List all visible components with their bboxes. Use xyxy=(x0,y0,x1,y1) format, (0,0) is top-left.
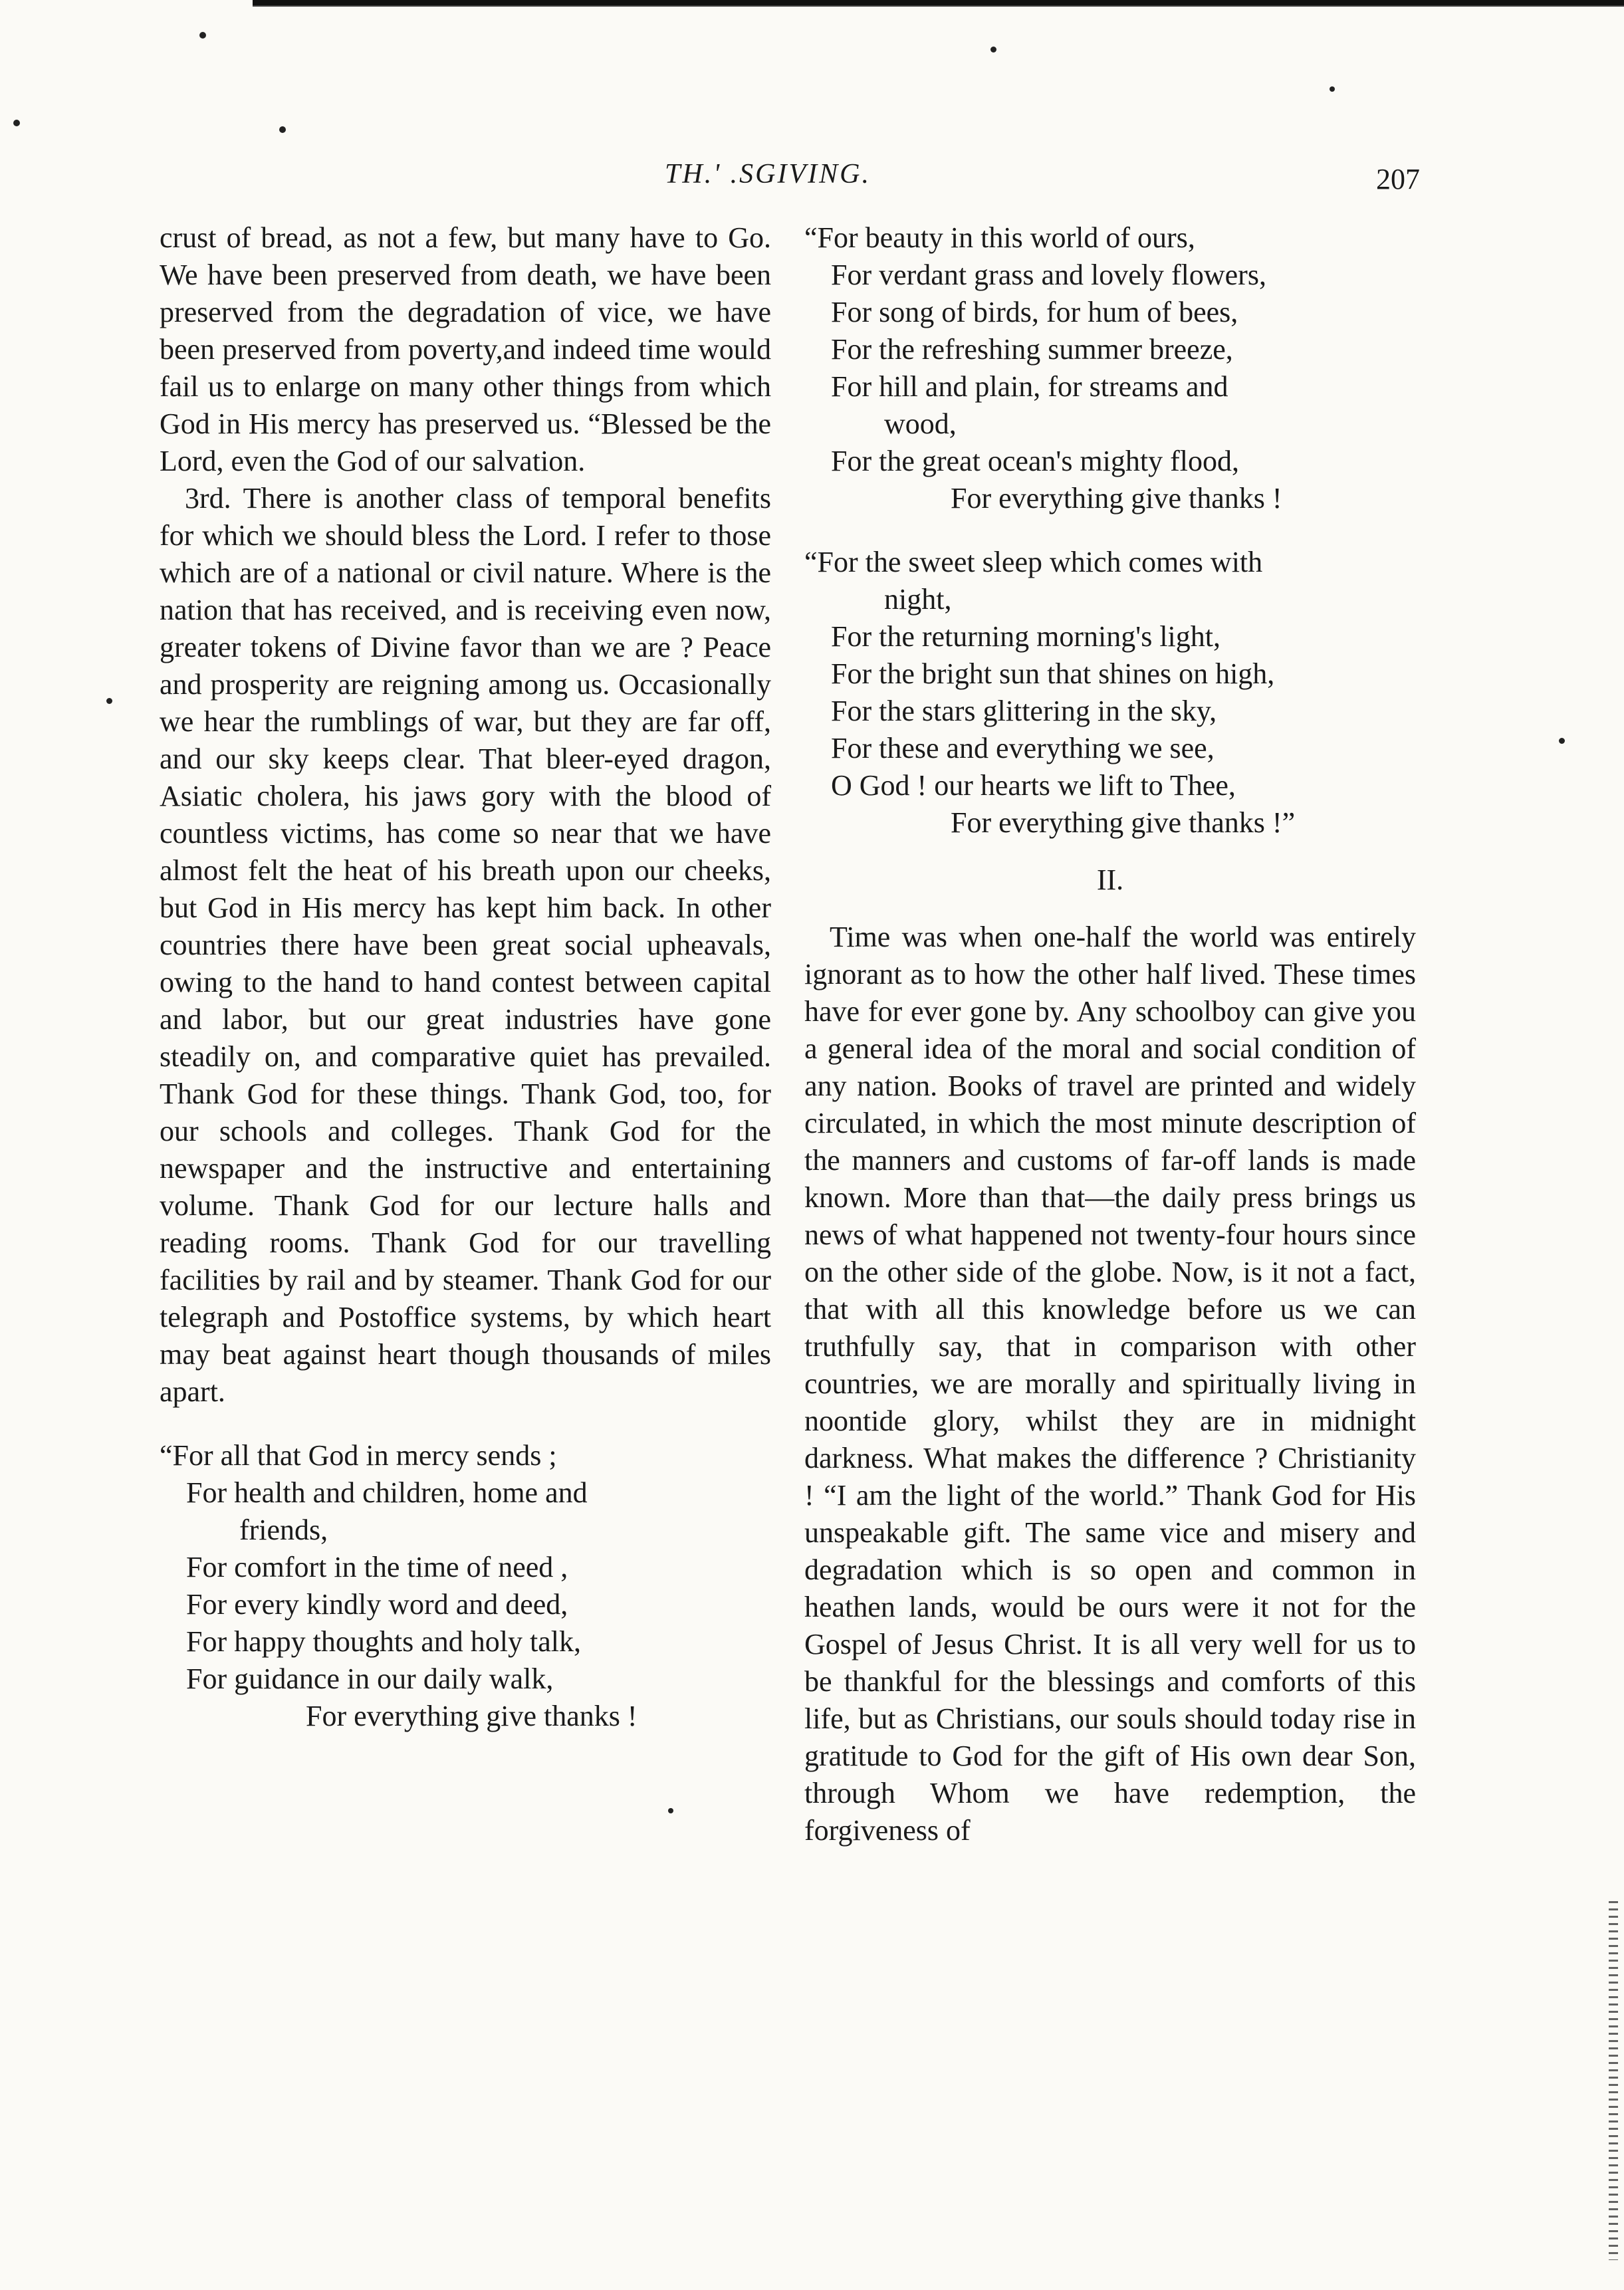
poem-refrain: For everything give thanks ! xyxy=(951,482,1282,515)
poem-line: For every kindly word and deed, xyxy=(186,1588,568,1621)
poem-line: For health and children, home and xyxy=(186,1476,588,1509)
scan-speck xyxy=(279,126,286,133)
scan-binding-edge xyxy=(1609,1901,1618,2260)
poem-stanza xyxy=(160,1437,771,1735)
poem-line: For comfort in the time of need , xyxy=(186,1551,568,1583)
poem-line: “For the sweet sleep which comes with xyxy=(804,546,1263,578)
poem-line: For verdant grass and lovely flowers, xyxy=(831,259,1266,291)
poem-line: For these and everything we see, xyxy=(831,732,1215,764)
poem-line: O God ! our hearts we lift to Thee, xyxy=(831,769,1236,802)
poem-line: wood, xyxy=(884,407,957,440)
poem-line: For the great ocean's mighty flood, xyxy=(831,445,1240,477)
poem-line: For guidance in our daily walk, xyxy=(186,1662,554,1695)
page-number: 207 xyxy=(1376,163,1420,195)
scan-speck xyxy=(668,1808,673,1813)
running-title: TH.' .SGIVING. xyxy=(665,159,871,189)
section-number: II. xyxy=(1096,863,1124,896)
poem-line: night, xyxy=(884,583,952,616)
poem-line: “For all that God in mercy sends ; xyxy=(160,1439,557,1472)
scan-speck xyxy=(1559,738,1565,744)
poem-line: “For beauty in this world of ours, xyxy=(804,221,1195,254)
poem-line: For the refreshing summer breeze, xyxy=(831,333,1233,366)
paragraph-christianity: Time was when one-half the world was entirely ignorant as to how the other half lived. These times have for ever gone by. Any schoolboy can give you a general idea of the moral and social condition of any nation. Books of travel are printed and widely circulated, in which the most minute description of the manners and customs of far-off lands is made known. More than that—the daily press brings us news of what happened not twenty-four hours since on the other side of the globe. Now, is it not a fact, that with all this knowledge before us we can truthfully say, that in comparison with other countries, we are morally and spiritually living in noontide glory, whilst they are in midnight darkness. What makes the difference ? Christianity ! “I am the light of the world.” Thank God for His unspeakable gift. The same vice and misery and degradation which is so open and common in heathen lands, would be ours were it not for the Gospel of Jesus Christ. It is all very well for us to be thankful for the blessings and comforts of this life, but as Christians, our souls should today rise in gratitude to God for the gift of His own dear Son, through Whom we have redemption, the forgiveness of xyxy=(804,921,1416,1847)
scan-speck xyxy=(990,47,996,53)
scan-speck xyxy=(1330,86,1335,92)
poem-refrain: For everything give thanks !” xyxy=(951,806,1296,839)
paragraph-continuation: crust of bread, as not a few, but many have to Go. We have been preserved from death, we have been preserved from the degradation of vice, we have been preserved from poverty,and indeed time would fail us to enlarge on many other things from which God in His mercy has preserved us. “Blessed be the Lord, even the God of our salvation. xyxy=(160,221,771,477)
poem-line: For hill and plain, for streams and xyxy=(831,370,1228,403)
poem-line: friends, xyxy=(239,1514,328,1546)
poem-line: For the bright sun that shines on high, xyxy=(831,657,1275,690)
poem-line: For happy thoughts and holy talk, xyxy=(186,1625,581,1658)
left-column xyxy=(160,219,771,1735)
poem-stanza xyxy=(804,544,1416,842)
page-header xyxy=(0,158,1624,198)
poem-line: For song of birds, for hum of bees, xyxy=(831,296,1238,328)
right-column xyxy=(804,219,1416,1849)
scan-speck xyxy=(13,120,20,126)
scan-speck xyxy=(106,698,112,704)
poem-line: For the stars glittering in the sky, xyxy=(831,695,1217,727)
scan-speck xyxy=(199,32,206,39)
scan-top-edge xyxy=(253,0,1624,12)
poem-refrain: For everything give thanks ! xyxy=(306,1700,638,1732)
poem-stanza xyxy=(804,219,1416,517)
paragraph-national-benefits: 3rd. There is another class of temporal benefits for which we should bless the Lord. I refer to those which are of a national or civil nature. Where is the nation that has received, and is receiving even now, greater tokens of Divine favor than we are ? Peace and prosperity are reigning among us. Occasionally we hear the rumblings of war, but they are far off, and our sky keeps clear. That bleer-eyed dragon, Asiatic cholera, his jaws gory with the blood of countless victims, has come so near that we have almost felt the heat of his breath upon our cheeks, but God in His mercy has kept him back. In other countries there have been great social upheavals, owing to the hand to hand contest between capital and labor, but our great industries have gone steadily on, and comparative quiet has prevailed. Thank God for these things. Thank God, too, for our schools and colleges. Thank God for the newspaper and the instructive and entertaining volume. Thank God for our lecture halls and reading rooms. Thank God for our travelling facilities by rail and by steamer. Thank God for our telegraph and Postoffice systems, by which heart may beat against heart though thousands of miles apart. xyxy=(160,482,771,1408)
poem-line: For the returning morning's light, xyxy=(831,620,1220,653)
